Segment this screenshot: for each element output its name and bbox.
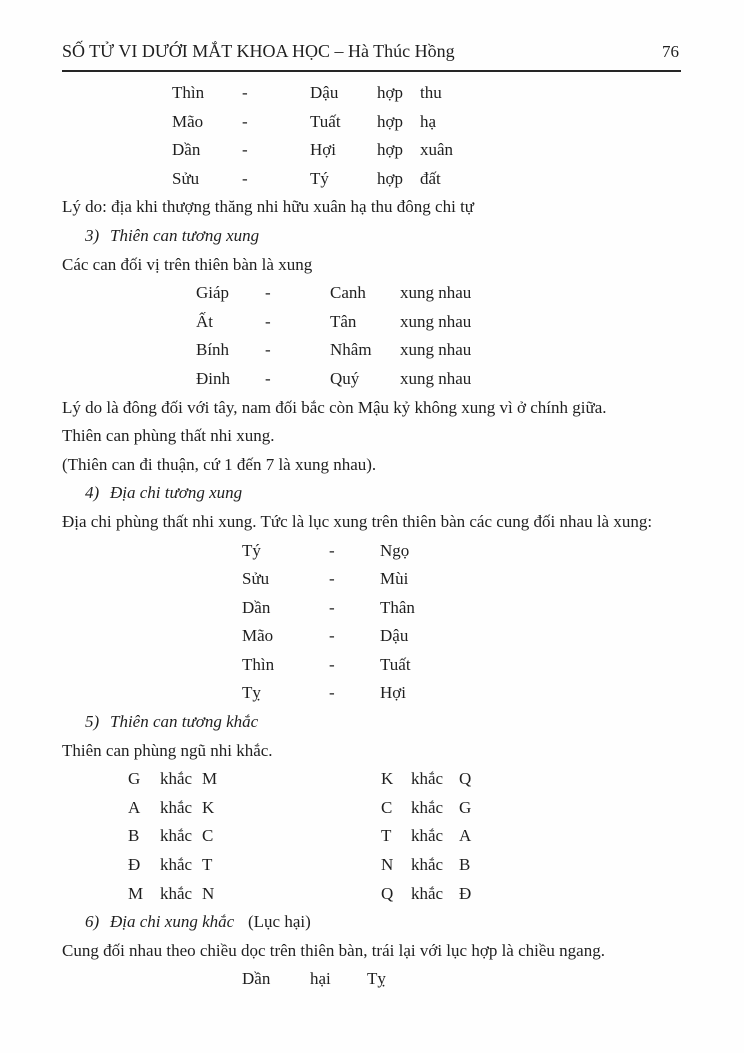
- section-title: Thiên can tương khắc: [110, 712, 259, 732]
- chi-left: Sửu: [242, 569, 270, 589]
- object: Q: [459, 769, 472, 789]
- relation: khắc: [411, 797, 444, 817]
- paragraph-luc-hop-note: [0, 193, 744, 222]
- relation: hợp: [377, 111, 403, 131]
- season: thu: [420, 83, 442, 102]
- relation: khắc: [160, 855, 193, 875]
- chi-left: Dần: [172, 140, 201, 160]
- luc-hop-row: [0, 108, 744, 137]
- dash: -: [329, 626, 335, 646]
- subject: K: [381, 769, 394, 789]
- dash: -: [265, 283, 271, 303]
- relation: xung nhau: [400, 368, 472, 388]
- paragraph-section3-intro: [0, 251, 744, 280]
- object: B: [459, 855, 471, 875]
- section-number: 3): [85, 225, 100, 245]
- object: G: [459, 797, 472, 817]
- dash: -: [265, 311, 271, 331]
- chi-left: Mão: [242, 626, 274, 646]
- relation: khắc: [411, 883, 444, 903]
- section-title: Địa chi tương xung: [110, 483, 243, 503]
- chi-right: Hợi: [380, 683, 406, 703]
- dash: -: [329, 597, 335, 617]
- subject: T: [381, 826, 392, 846]
- khac-row: [0, 765, 744, 794]
- chi-right: Dậu: [310, 83, 339, 102]
- object: A: [459, 826, 472, 846]
- can-left: Đinh: [196, 368, 230, 388]
- subject: G: [128, 769, 141, 789]
- section-number: 6): [85, 912, 100, 932]
- subject: C: [381, 797, 393, 817]
- object: K: [202, 797, 215, 817]
- chi-left: Sửu: [172, 168, 200, 188]
- paragraph-text: Lý do là đông đối với tây, nam đối bắc còn Mậu kỷ không xung vì ở chính giữa.: [62, 397, 607, 417]
- chi-right: Thân: [380, 597, 415, 617]
- relation: xung nhau: [400, 283, 472, 303]
- chi-xung-row: [0, 679, 744, 708]
- paragraph-section3-note2: [0, 422, 744, 451]
- relation: hại: [310, 969, 331, 989]
- chi-right: Ngọ: [380, 540, 410, 560]
- paragraph-text: Địa chi phùng thất nhi xung. Tức là lục xung trên thiên bàn các cung đối nhau là xung:: [62, 511, 653, 531]
- subject: M: [128, 883, 144, 903]
- object: Đ: [459, 883, 472, 903]
- chi-left: Mão: [172, 111, 204, 131]
- relation: khắc: [160, 769, 193, 789]
- subject: Đ: [128, 855, 141, 875]
- can-xung-row: [0, 365, 744, 394]
- can-xung-row: [0, 279, 744, 308]
- relation: khắc: [160, 883, 193, 903]
- can-right: Quý: [330, 368, 360, 388]
- luc-hop-row: [0, 165, 744, 194]
- subject: B: [128, 826, 140, 846]
- dash: -: [329, 569, 335, 589]
- can-right: Nhâm: [330, 340, 372, 360]
- relation: hợp: [377, 140, 403, 160]
- luc-hop-row: [0, 79, 744, 108]
- running-header-title: SỐ TỬ VI DƯỚI MẮT KHOA HỌC – Hà Thúc Hồng: [62, 41, 455, 61]
- dash: -: [242, 111, 248, 131]
- can-left: Ất: [196, 311, 213, 331]
- paragraph-section5-intro: [0, 737, 744, 766]
- chi-xung-row: [0, 594, 744, 623]
- chi-right: Mùi: [380, 569, 409, 589]
- page-number: 76: [662, 42, 679, 61]
- luc-hop-row: [0, 136, 744, 165]
- chi-left: Dần: [242, 597, 271, 617]
- subject: Q: [381, 883, 394, 903]
- chi-hai-row: [0, 965, 744, 994]
- can-xung-row: [0, 336, 744, 365]
- paragraph-text: (Thiên can đi thuận, cứ 1 đến 7 là xung nhau).: [62, 454, 377, 474]
- subject: N: [381, 855, 394, 875]
- dash: -: [265, 368, 271, 388]
- dash: -: [242, 83, 248, 102]
- paragraph-section3-note3: [0, 451, 744, 480]
- paragraph-text: Các can đối vị trên thiên bàn là xung: [62, 254, 313, 274]
- chi-right: Tuất: [380, 654, 411, 674]
- dash: -: [329, 654, 335, 674]
- relation: khắc: [411, 826, 444, 846]
- object: T: [202, 855, 213, 875]
- khac-row: [0, 794, 744, 823]
- dash: -: [242, 140, 248, 160]
- relation: khắc: [411, 855, 444, 875]
- object: N: [202, 883, 215, 903]
- relation: hợp: [377, 168, 403, 188]
- section-title-suffix: (Lục hại): [248, 912, 311, 932]
- section-3-heading: [0, 222, 744, 251]
- relation: khắc: [160, 826, 193, 846]
- khac-row: [0, 851, 744, 880]
- season: đất: [420, 168, 441, 188]
- chi-right: Tỵ: [367, 969, 386, 989]
- can-left: Giáp: [196, 283, 230, 303]
- can-right: Tân: [330, 311, 357, 331]
- can-right: Canh: [330, 283, 366, 303]
- section-number: 4): [85, 483, 100, 503]
- paragraph-text: Thiên can phùng thất nhi xung.: [62, 426, 275, 446]
- dash: -: [329, 683, 335, 703]
- chi-left: Tỵ: [242, 683, 261, 703]
- paragraph-text: Lý do: địa khi thượng thăng nhi hữu xuân hạ thu đông chi tự: [62, 197, 475, 217]
- section-5-heading: [0, 708, 744, 737]
- object: M: [202, 769, 218, 789]
- relation: xung nhau: [400, 340, 472, 360]
- chi-right: Tý: [310, 168, 329, 188]
- chi-xung-row: [0, 565, 744, 594]
- chi-left: Tý: [242, 540, 261, 560]
- section-number: 5): [85, 712, 100, 732]
- dash: -: [265, 340, 271, 360]
- can-left: Bính: [196, 340, 230, 360]
- object: C: [202, 826, 214, 846]
- chi-xung-row: [0, 537, 744, 566]
- paragraph-section4-intro: [0, 508, 744, 537]
- dash: -: [329, 540, 335, 560]
- paragraph-text: Thiên can phùng ngũ nhi khắc.: [62, 740, 273, 760]
- khac-row: [0, 880, 744, 909]
- can-xung-row: [0, 308, 744, 337]
- paragraph-text: Cung đối nhau theo chiều dọc trên thiên bàn, trái lại với lục hợp là chiều ngang.: [62, 940, 605, 960]
- section-title: Thiên can tương xung: [110, 225, 260, 245]
- chi-left: Thìn: [172, 83, 205, 102]
- chi-xung-row: [0, 651, 744, 680]
- chi-right: Hợi: [310, 140, 336, 160]
- season: hạ: [420, 111, 437, 131]
- chi-left: Dần: [242, 969, 271, 989]
- season: xuân: [420, 140, 454, 160]
- paragraph-section3-note1: [0, 394, 744, 423]
- section-4-heading: [0, 479, 744, 508]
- relation: khắc: [160, 797, 193, 817]
- chi-right: Dậu: [380, 626, 409, 646]
- paragraph-section6-intro: [0, 937, 744, 966]
- section-6-heading: [0, 908, 744, 937]
- dash: -: [242, 168, 248, 188]
- subject: A: [128, 797, 141, 817]
- chi-xung-row: [0, 622, 744, 651]
- chi-right: Tuất: [310, 111, 341, 131]
- chi-left: Thìn: [242, 654, 275, 674]
- relation: hợp: [377, 83, 403, 102]
- relation: xung nhau: [400, 311, 472, 331]
- khac-row: [0, 822, 744, 851]
- relation: khắc: [411, 769, 444, 789]
- section-title: Địa chi xung khắc: [110, 912, 235, 932]
